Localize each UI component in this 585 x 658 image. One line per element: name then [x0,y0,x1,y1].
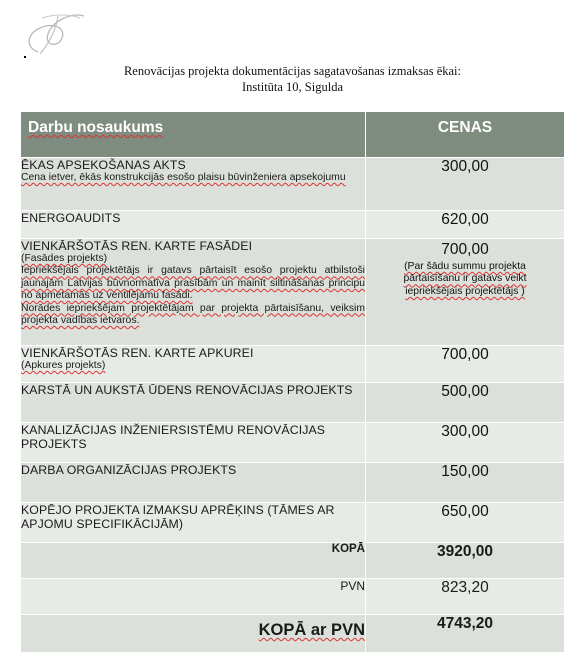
table-header-row [21,112,565,158]
price-table [20,111,565,653]
row-name-cell [21,158,366,211]
row-price: 150,00 [366,463,565,503]
row-price: 620,00 [366,211,565,239]
subtotal-value: 3920,00 [366,543,565,579]
row-price: 700,00 [366,346,565,383]
row-title: ĒKAS APSEKOŠANAS AKTS [21,158,186,172]
row-price: 300,00 [366,423,565,463]
row-title: VIENKĀRŠOTĀS REN. KARTE APKUREI [21,346,254,360]
row-text-2: Norādes iepriekšējam projektētājam par projekta pārtaisīšanu, veiksim projekta vadības ietvaros. [21,302,365,327]
row-title: KANALIZĀCIJAS INŽENIERSISTĒMU RENOVĀCIJAS PROJEKTS [21,423,326,451]
table-row [21,158,565,211]
row-name-cell [21,239,366,346]
row-name-cell [21,383,366,423]
row-name-cell [21,463,366,503]
total-label-text: KOPĀ ar PVN [258,621,365,639]
row-title: DARBA ORGANIZĀCIJAS PROJEKTS [21,463,237,477]
subtotal-label: KOPĀ [21,543,366,579]
col-header-name-text: Darbu nosaukums [28,119,164,136]
table-row [21,239,565,346]
row-note: (Fasādes projekts) [21,253,108,264]
row-title: KARSTĀ UN AUKSTĀ ŪDENS RENOVĀCIJAS PROJEKTS [21,383,353,397]
title-line-2: Institūta 10, Sigulda [241,80,344,94]
vat-row [21,579,565,615]
row-note: (Apkures projekts) [21,360,106,371]
row-price-note: (Par šādu summu projekta pārtaisīšanu ir gatavs veikt iepriekšējais projektētājs ) [403,261,527,297]
row-name-cell [21,346,366,383]
title-line-1: Renovācijas projekta dokumentācijas sagatavošanas izmaksas ēkai: [123,64,462,78]
subtotal-row [21,543,565,579]
signature-logo-icon [18,8,88,56]
total-row [21,615,565,653]
col-header-name [21,112,366,158]
table-row [21,463,565,503]
table-row [21,346,565,383]
row-name-cell [21,423,366,463]
row-name-cell [21,211,366,239]
vat-label: PVN [21,579,366,615]
table-row [21,211,565,239]
document-title [0,63,585,95]
row-title: ENERGOAUDITS [21,211,121,225]
table-row [21,503,565,543]
row-title: KOPĒJO PROJEKTA IZMAKSU APRĒĶINS (TĀMES AR APJOMU SPECIFIKĀCIJĀM) [21,503,335,531]
table-row [21,423,565,463]
row-price: 650,00 [366,503,565,543]
dot-mark [24,56,26,58]
vat-value: 823,20 [366,579,565,615]
row-text-1: Iepriekšējais projektētājs ir gatavs pārtaisīt esošo projektu atbilstoši jaunajām Latvijas būvnormatīva prasībām un mainīt siltināšanas principu no apmetamās uz ventilējamu fasādi. [21,265,365,302]
row-price-cell [366,239,565,346]
row-price: 300,00 [366,158,565,211]
row-note: Cena ietver, ēkās konstrukcijās esošo plaisu būvinženiera apsekojumu [21,172,346,183]
col-header-price: CENAS [366,112,565,158]
total-value: 4743,20 [366,615,565,653]
row-name-cell [21,503,366,543]
row-title: VIENKĀRŠOTĀS REN. KARTE FASĀDEI [21,239,253,253]
row-price: 700,00 [441,241,489,258]
row-price: 500,00 [366,383,565,423]
total-label [21,615,366,653]
table-row [21,383,565,423]
